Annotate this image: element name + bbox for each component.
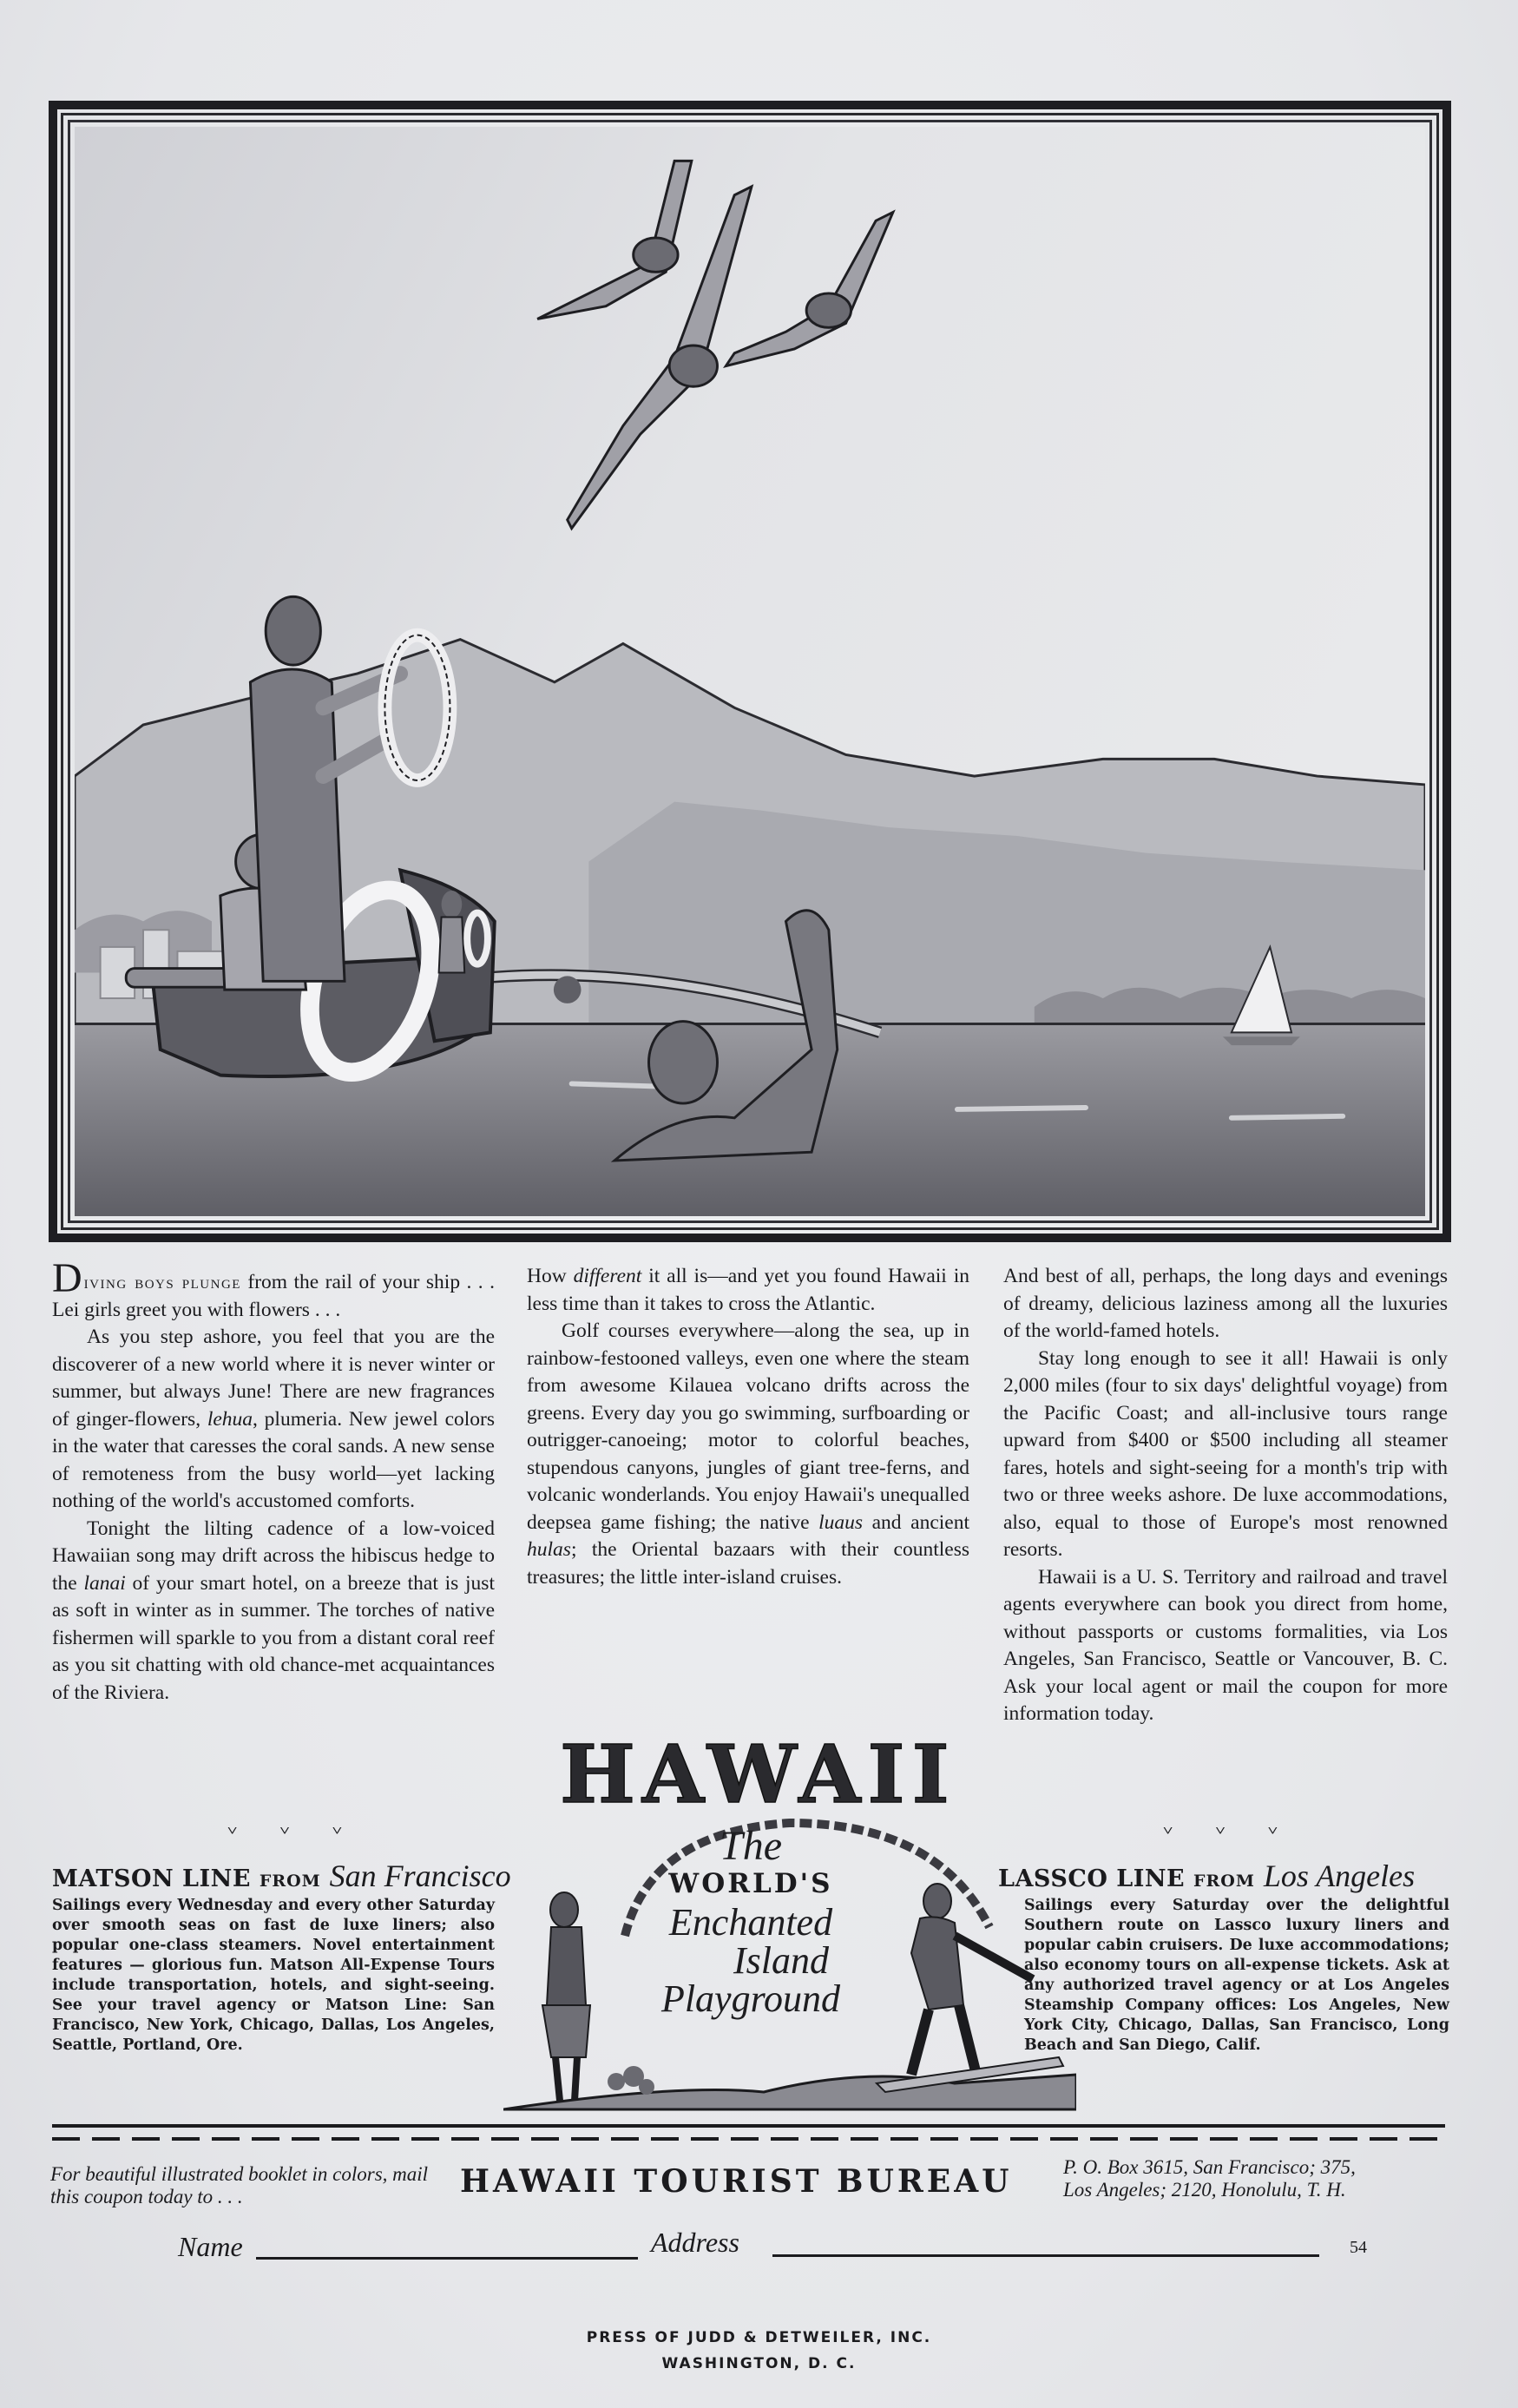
paragraph-text: from the rail of your ship . . . Lei girls greet you with flowers . . . — [52, 1271, 495, 1321]
article-column-1 — [52, 1255, 496, 1707]
paragraph — [52, 1324, 495, 1516]
coupon-note: For beautiful illustrated booklet in colors, mail this coupon today to . . . — [50, 2163, 429, 2207]
illustration-frame — [49, 101, 1451, 1242]
matson-line-heading — [52, 1858, 511, 1894]
paragraph-text: , plumeria. New jewel colors in the water that caresses the coral sands. A new sense of remoteness from the busy world—yet lacking nothing of the world's accustomed comforts. — [52, 1407, 496, 1512]
lassco-line-description: Sailings every Saturday over the delightful Southern route on Lassco luxury liners and popular cabin cruisers. De luxe accommodations; also economy tours on all-expense tickets. Ask at any authorized travel agency or at Los Angeles Steamship Company offices: Los Angeles, New York City, Chicago, Dallas, San Francisco, Long Beach and San Diego, Calif. — [1024, 1897, 1449, 2054]
drop-cap: D — [52, 1255, 82, 1301]
italic-term: hulas — [527, 1538, 571, 1561]
ornament-divider: ˅ ˅ ˅ — [1163, 1823, 1298, 1839]
divider-rule — [52, 2124, 1445, 2128]
address-line: P. O. Box 3615, San Francisco; 375, — [1063, 2156, 1356, 2178]
paragraph — [527, 1318, 969, 1591]
line-from: FROM — [1193, 1872, 1255, 1891]
name-field[interactable] — [256, 2257, 638, 2260]
lassco-line-heading — [998, 1858, 1449, 1894]
ornament-divider: ˅ ˅ ˅ — [227, 1823, 362, 1839]
lassco-line-section — [998, 1858, 1449, 2056]
paragraph-text: As you step ashore, you feel that you are the discoverer of a new world where it is never winter or summer, but always June! There are new fragrances of ginger-flowers, — [52, 1326, 495, 1431]
matson-line-description: Sailings every Wednesday and every other Saturday over smooth seas on fast de luxe liners; also popular one-class steamers. Novel entertainment features — glorious fun. Matson All-Expense Tours include transportation, hotels, and sight-seeing. See your travel agency or Matson Line: San Francisco, New York, Chicago, Dallas, Los Angeles, Seattle, Portland, Ore. — [52, 1897, 495, 2054]
printer-imprint: PRESS OF JUDD & DETWEILER, INC. — [586, 2329, 932, 2346]
hawaii-scene-illustration — [75, 127, 1425, 1216]
paragraph: Stay long enough to see it all! Hawaii is only 2,000 miles (four to six days' delightful voyage) from the Pacific Coast; and all-inclusive tours range upward from $400 or $500 including all steamer fares, hotels and sight-seeing for a month's trip with two or three weeks ashore. De luxe accommodations, also, equal to those of Europe's most renowned resorts. — [1003, 1346, 1448, 1561]
illustration — [75, 127, 1425, 1216]
paragraph — [52, 1516, 495, 1707]
paragraph-text: Golf courses everywhere—along the sea, up in rainbow-festooned valleys, even one where the steam from awesome Kilauea volcano drifts across the greens. Every day you go swimming, surfboarding or outrigger-canoeing; motor to colorful beaches, stupendous canyons, jungles of giant tree-ferns, and volcanic wonderlands. You enjoy Hawaii's unequalled deepsea game fishing; the native — [527, 1319, 969, 1534]
address-field[interactable] — [772, 2254, 1319, 2257]
printer-location: WASHINGTON, D. C. — [661, 2355, 857, 2372]
paragraph-text: and ancient — [863, 1510, 969, 1534]
bureau-address — [1063, 2156, 1454, 2201]
paragraph-text: Tonight the lilting cadence of a low-voiced Hawaiian song may drift across the hibiscus hedge to the — [52, 1517, 495, 1595]
address-label: Address — [651, 2227, 739, 2258]
name-label: Name — [178, 2231, 243, 2262]
paragraph — [527, 1263, 969, 1318]
paragraph-text: it all is—and yet you found Hawaii in less time than it takes to cross the Atlantic. — [527, 1265, 969, 1315]
italic-term: luaus — [818, 1510, 864, 1534]
italic-term: different — [573, 1265, 642, 1287]
coupon-cut-line — [52, 2137, 1445, 2141]
italic-term: lehua — [207, 1407, 253, 1431]
line-name: LASSCO LINE — [998, 1865, 1186, 1892]
hawaii-title: HAWAII — [560, 1727, 956, 1821]
article-column-2 — [527, 1263, 969, 1591]
paragraph-text: How — [527, 1265, 574, 1287]
paragraph: Hawaii is a U. S. Territory and railroad and travel agents everywhere can book you direct from home, without passports or customs formalities, via Los Angeles, San Francisco, Seattle or Vancouver, B. C. Ask your local agent or mail the coupon for more information today. — [1003, 1565, 1448, 1725]
tagline-worlds: WORLD'S — [668, 1868, 833, 1899]
matson-line-section — [52, 1858, 511, 2056]
tagline-enchanted: Enchanted — [668, 1901, 833, 1944]
address-line: Los Angeles; 2120, Honolulu, T. H. — [1063, 2179, 1346, 2201]
tagline-the: The — [720, 1823, 782, 1869]
line-from: FROM — [259, 1872, 321, 1891]
line-city: Los Angeles — [1263, 1859, 1416, 1893]
page-number: 54 — [1350, 2238, 1367, 2257]
paragraph-text: of your smart hotel, on a breeze that is just as soft in winter as in summer. The torches of native fishermen will sparkle to you from a distant coral reef as you sit chatting with old chance-met acquaintances of the Riviera. — [52, 1571, 495, 1704]
paragraph-text: ; the Oriental bazaars with their countless treasures; the little inter-island cruises. — [527, 1538, 969, 1589]
line-city: San Francisco — [329, 1859, 511, 1893]
lead-smallcaps: iving boys plunge — [83, 1271, 241, 1293]
line-name: MATSON LINE — [52, 1865, 251, 1892]
tagline — [608, 1823, 894, 2020]
hula-girl-figure — [542, 1892, 590, 2101]
tagline-island: Island — [733, 1939, 829, 1982]
tagline-playground: Playground — [660, 1977, 841, 2020]
paragraph: And best of all, perhaps, the long days and evenings of dreamy, delicious laziness among all the luxuries of the world-famed hotels. — [1003, 1265, 1448, 1342]
italic-term: lanai — [83, 1571, 126, 1595]
paragraph — [52, 1255, 495, 1324]
bureau-name: HAWAII TOURIST BUREAU — [460, 2163, 1013, 2200]
article-column-3 — [1003, 1263, 1448, 1728]
